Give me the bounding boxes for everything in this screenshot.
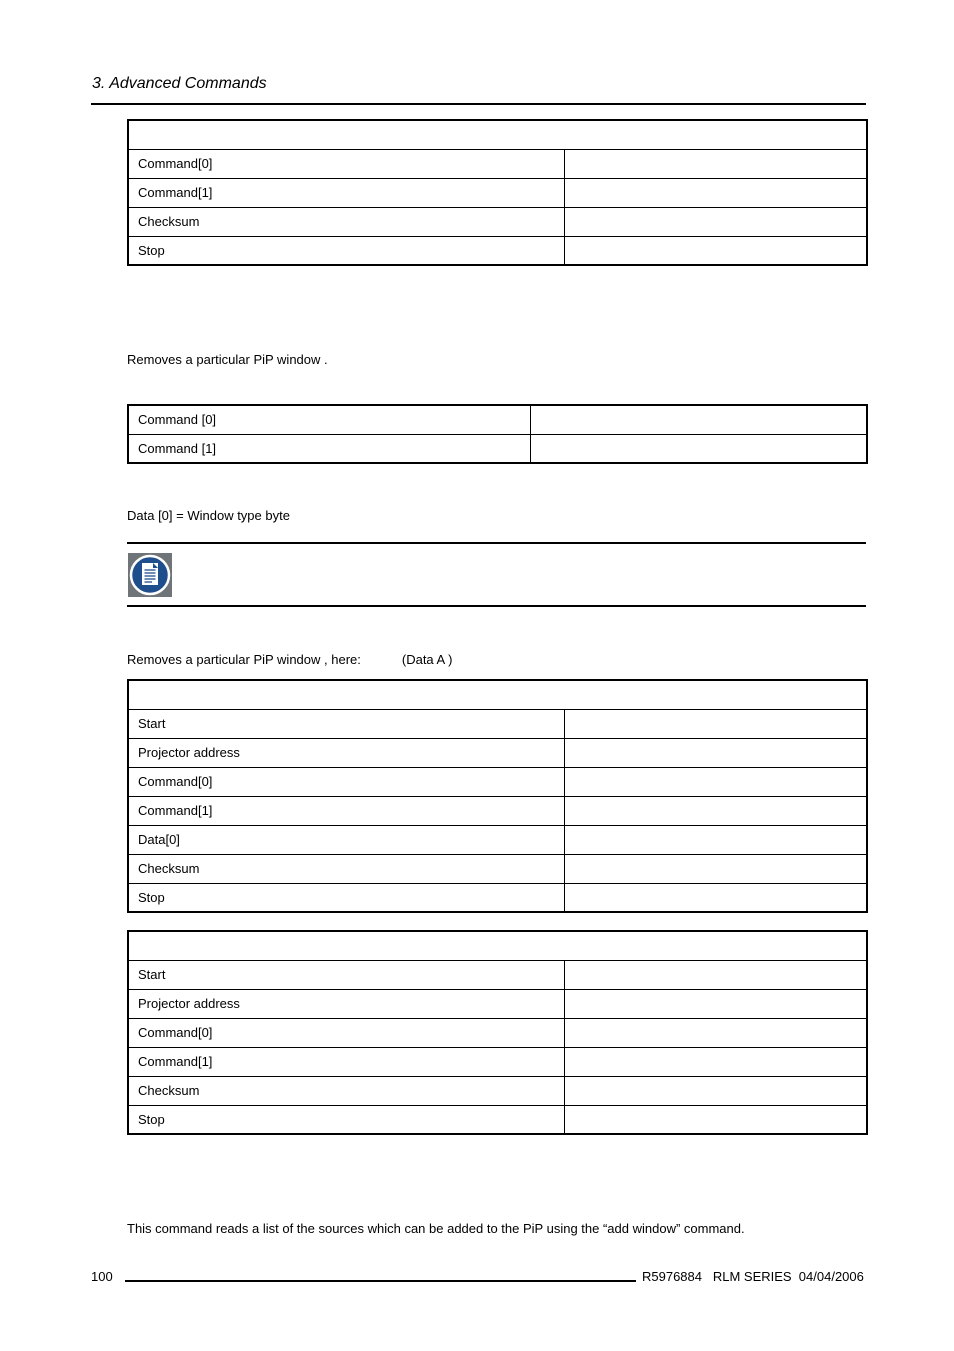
- table-cell-label: Command [0]: [128, 405, 530, 434]
- table-cell-label: Stop: [128, 236, 564, 265]
- table-cell-label: Command[1]: [128, 1047, 564, 1076]
- table-cell-value: [564, 178, 867, 207]
- table-cell-label: Checksum: [128, 854, 564, 883]
- table-cell-label: Stop: [128, 883, 564, 912]
- table-cell-label: Projector address: [128, 738, 564, 767]
- table-cell-label: Command[0]: [128, 767, 564, 796]
- table-cell-value: [564, 1105, 867, 1134]
- example-description-prefix: Removes a particular PiP window , here:: [127, 652, 361, 667]
- table-cell-value: [530, 434, 867, 463]
- footer-rule: [125, 1280, 636, 1282]
- example-description-suffix: (Data A ): [401, 652, 453, 667]
- table-title-row: [128, 931, 867, 960]
- data-definition: Data [0] = Window type byte: [127, 508, 290, 523]
- table-cell-value: [564, 1047, 867, 1076]
- note-document-icon: [128, 553, 172, 597]
- table-cell-label: Command [1]: [128, 434, 530, 463]
- table-cell-value: [564, 989, 867, 1018]
- example-description: [127, 652, 452, 667]
- table-cell-label: Command[1]: [128, 796, 564, 825]
- note-top-rule: [127, 542, 866, 544]
- table-cell-value: [564, 854, 867, 883]
- table-cell-value: [564, 767, 867, 796]
- table-cell-value: [564, 883, 867, 912]
- table-cell-label: Data[0]: [128, 825, 564, 854]
- table-cell-value: [530, 405, 867, 434]
- table-cell-value: [564, 796, 867, 825]
- page-header-title: 3. Advanced Commands: [92, 75, 267, 92]
- table-cell-value: [564, 960, 867, 989]
- table-cell-label: Checksum: [128, 207, 564, 236]
- header-rule: [91, 103, 866, 105]
- document-reference: R5976884 RLM SERIES 04/04/2006: [642, 1269, 864, 1284]
- table-title-row: [128, 680, 867, 709]
- table-cell-label: Checksum: [128, 1076, 564, 1105]
- table-cell-value: [564, 1076, 867, 1105]
- section-description-2: This command reads a list of the sources which can be added to the PiP using the “add window” command.: [127, 1221, 745, 1236]
- table-cell-label: Start: [128, 960, 564, 989]
- table-cell-value: [564, 236, 867, 265]
- section-description: Removes a particular PiP window .: [127, 352, 328, 367]
- table-cell-value: [564, 825, 867, 854]
- table-cell-label: Projector address: [128, 989, 564, 1018]
- table-cell-value: [564, 149, 867, 178]
- table-cell-label: Start: [128, 709, 564, 738]
- table-cell-label: Command[1]: [128, 178, 564, 207]
- table-cell-value: [564, 709, 867, 738]
- table-cell-label: Command[0]: [128, 1018, 564, 1047]
- table-title-row: [128, 120, 867, 149]
- table-cell-label: Stop: [128, 1105, 564, 1134]
- command-table-4: [127, 930, 868, 1135]
- table-cell-value: [564, 738, 867, 767]
- command-table-1: [127, 119, 868, 266]
- table-cell-label: Command[0]: [128, 149, 564, 178]
- page-number: 100: [91, 1269, 113, 1284]
- note-bottom-rule: [127, 605, 866, 607]
- table-cell-value: [564, 207, 867, 236]
- command-table-3: [127, 679, 868, 913]
- command-table-2: [127, 404, 868, 464]
- table-cell-value: [564, 1018, 867, 1047]
